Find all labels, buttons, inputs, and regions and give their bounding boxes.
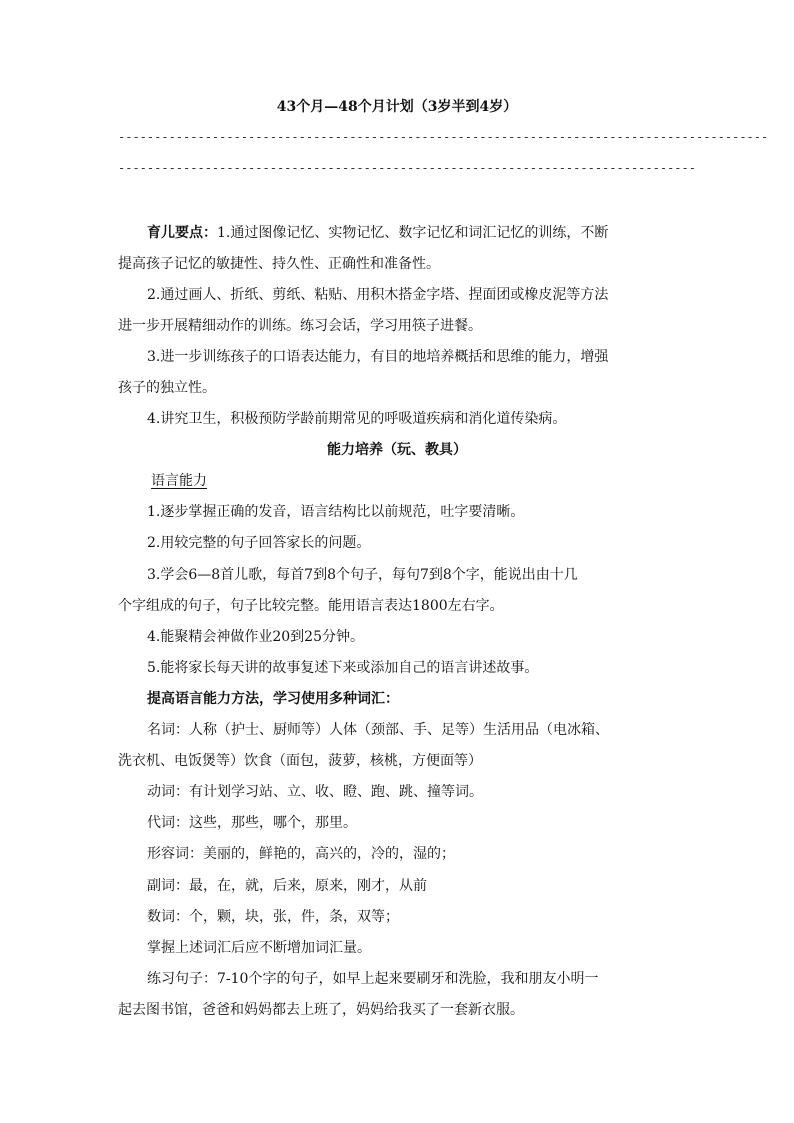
methods-verbs: 动词：有计划学习站、立、收、瞪、跑、跳、撞等词。 — [147, 784, 483, 800]
key-points-label: 育儿要点： — [147, 225, 217, 241]
key-points-p3: 3.进一步训练孩子的口语表达能力，有目的地培养概括和思维的能力，增强 — [147, 349, 609, 365]
key-points-p1 — [147, 223, 687, 243]
separator-line-1: ------------------------------------------------------------------------------------------ — [118, 130, 769, 144]
key-points-p4: 4.讲究卫生，积极预防学龄前期常见的呼吸道疾病和消化道传染病。 — [147, 411, 567, 427]
language-item-3: 3.学会6—8首儿歌，每首7到8个句子，每句7到8个字，能说出由十几 — [147, 567, 578, 583]
methods-vocab-note: 掌握上述词汇后应不断增加词汇量。 — [147, 940, 371, 956]
methods-sentences-cont: 起去图书馆，爸爸和妈妈都去上班了，妈妈给我买了一套新衣服。 — [118, 1002, 524, 1018]
methods-adverbs: 副词：最，在，就，后来，原来，刚才，从前 — [147, 878, 427, 894]
methods-pronouns: 代词：这些，那些，哪个，那里。 — [147, 815, 357, 831]
language-item-2: 2.用较完整的句子回答家长的问题。 — [147, 535, 371, 551]
methods-nouns: 名词：人称（护士、厨师等）人体（颈部、手、足等）生活用品（电冰箱、 — [147, 722, 609, 738]
methods-heading: 提高语言能力方法，学习使用多种词汇： — [147, 691, 399, 707]
language-item-5: 5.能将家长每天讲的故事复述下来或添加自己的语言讲述故事。 — [147, 660, 539, 676]
methods-nouns-cont: 洗衣机、电饭煲等）饮食（面包，菠萝，核桃，方便面等） — [118, 753, 482, 769]
ability-heading: 能力培养（玩、教具） — [327, 442, 467, 458]
language-item-3-cont: 个字组成的句子，句子比较完整。能用语言表达1800左右字。 — [118, 598, 504, 614]
page-title: 43个月—48个月计划（3岁半到4岁） — [276, 99, 518, 115]
language-heading — [147, 471, 347, 491]
language-item-4: 4.能聚精会神做作业20到25分钟。 — [147, 629, 364, 645]
key-points-p2-cont: 进一步开展精细动作的训练。练习会话，学习用筷子进餐。 — [118, 318, 482, 334]
key-points-p1-text: 1.通过图像记忆、实物记忆、数字记忆和词汇记忆的训练，不断 — [217, 225, 609, 241]
key-points-p2: 2.通过画人、折纸、剪纸、粘贴、用积木搭金字塔、捏面团或橡皮泥等方法 — [147, 287, 609, 303]
language-item-1: 1.逐步掌握正确的发音，语言结构比以前规范，吐字要清晰。 — [147, 504, 525, 520]
language-heading-text: 语言能力 — [151, 473, 207, 489]
separator-line-2: -------------------------------------------------------------------------------- — [118, 161, 696, 175]
methods-numerals: 数词：个，颗，块，张，件，条，双等； — [147, 909, 399, 925]
key-points-p3-cont: 孩子的独立性。 — [118, 380, 216, 396]
methods-adjectives: 形容词：美丽的，鲜艳的，高兴的，冷的，湿的； — [147, 846, 455, 862]
key-points-p1-cont: 提高孩子记忆的敏捷性、持久性、正确性和准备性。 — [118, 256, 440, 272]
methods-sentences: 练习句子：7-10个字的句子，如早上起来要刷牙和洗脸，我和朋友小明一 — [147, 971, 599, 987]
